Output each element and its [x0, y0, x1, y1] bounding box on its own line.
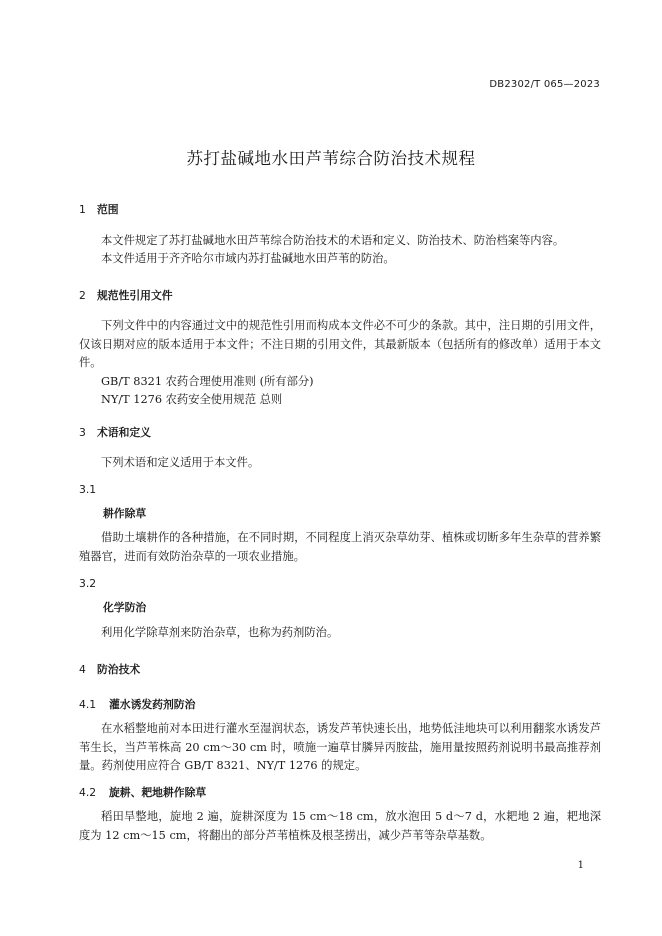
paragraph: 下列术语和定义适用于本文件。 [101, 456, 260, 469]
reference-item: GB/T 8321 农药合理使用准则 (所有部分) [101, 375, 314, 388]
section-title: 规范性引用文件 [97, 289, 173, 302]
subsection-number: 4.2 [79, 786, 97, 799]
subsection-heading [79, 785, 206, 800]
section-heading-terms [79, 425, 151, 440]
subsection-number: 4.1 [79, 698, 97, 711]
section-heading-normative-references [79, 288, 173, 303]
section-heading-scope [79, 202, 119, 217]
section-title: 术语和定义 [97, 426, 151, 439]
subsection-title: 灌水诱发药剂防治 [109, 698, 196, 711]
paragraph: 本文件适用于齐齐哈尔市域内苏打盐碱地水田芦苇的防治。 [101, 252, 395, 265]
section-number: 3 [79, 426, 86, 439]
page-number: 1 [577, 860, 584, 871]
reference-item: NY/T 1276 农药安全使用规范 总则 [101, 393, 283, 406]
page-title: 苏打盐碱地水田芦苇综合防治技术规程 [186, 149, 476, 168]
section-title: 防治技术 [97, 663, 141, 676]
section-number: 1 [79, 203, 86, 216]
paragraph: 本文件规定了苏打盐碱地水田芦苇综合防治技术的术语和定义、防治技术、防治档案等内容。 [101, 234, 565, 247]
section-heading-control-techniques [79, 662, 140, 677]
paragraph: 稻田旱整地，旋地 2 遍，旋耕深度为 15 cm～18 cm，放水泡田 5 d～7 d，水耙地 2 遍，耙地深度为 12 cm～15 cm，将翻出的部分芦苇植株及根茎捞出，减少芦苇等杂草基数。 [79, 810, 601, 842]
section-number: 2 [79, 289, 86, 302]
subsection-heading [79, 697, 195, 712]
section-number: 4 [79, 663, 86, 676]
subsection-title: 旋耕、耙地耕作除草 [109, 786, 207, 799]
section-title: 范围 [97, 203, 119, 216]
term-number: 3.1 [79, 483, 97, 496]
term-name: 耕作除草 [103, 507, 147, 520]
term-name: 化学防治 [103, 601, 147, 614]
term-definition: 利用化学除草剂来防治杂草，也称为药剂防治。 [101, 626, 339, 639]
term-number: 3.2 [79, 577, 97, 590]
paragraph: 在水稻整地前对本田进行灌水至湿润状态，诱发芦苇快速长出，地势低洼地块可以利用翻浆水诱发芦苇生长，当芦苇株高 20 cm～30 cm 时，喷施一遍草甘膦异丙胺盐，施用量按照药剂说明书最高推荐剂量。药剂使用应符合 GB/T 8321、NY/T 1276 的规定。 [79, 722, 601, 773]
term-definition: 借助土壤耕作的各种措施，在不同时期，不同程度上消灭杂草幼芽、植株或切断多年生杂草的营养繁殖器官，进而有效防治杂草的一项农业措施。 [79, 531, 601, 563]
paragraph: 下列文件中的内容通过文中的规范性引用而构成本文件必不可少的条款。其中，注日期的引用文件，仅该日期对应的版本适用于本文件；不注日期的引用文件，其最新版本（包括所有的修改单）适用于本文件。 [79, 319, 601, 370]
document-code: DB2302/T 065—2023 [489, 79, 600, 90]
